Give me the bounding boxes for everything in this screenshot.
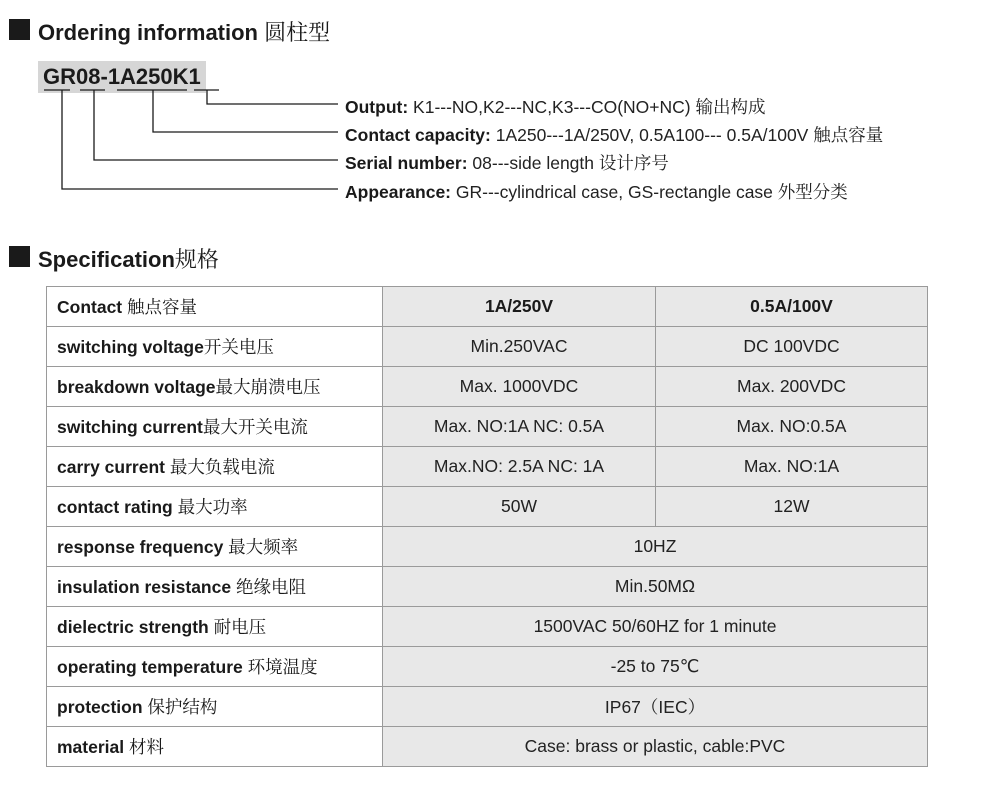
spec-row-label: protection 保护结构 bbox=[47, 687, 383, 727]
spec-row-value: IP67（IEC） bbox=[383, 687, 928, 727]
spec-row-value: 1500VAC 50/60HZ for 1 minute bbox=[383, 607, 928, 647]
spec-header-row bbox=[47, 287, 928, 327]
spec-row bbox=[47, 527, 928, 567]
model-code bbox=[38, 61, 206, 93]
spec-row bbox=[47, 327, 928, 367]
spec-row-label: carry current 最大负载电流 bbox=[47, 447, 383, 487]
spec-row-value: 10HZ bbox=[383, 527, 928, 567]
spec-header-col1: 1A/250V bbox=[383, 287, 656, 327]
spec-row-value-col1: Max. NO:1A NC: 0.5A bbox=[383, 407, 656, 447]
code-serial: 08 bbox=[76, 64, 101, 89]
ordering-item-appearance: Appearance: GR---cylindrical case, GS-rectangle case 外型分类 bbox=[345, 182, 848, 202]
spec-row-label: breakdown voltage最大崩溃电压 bbox=[47, 367, 383, 407]
spec-heading-zh: 规格 bbox=[174, 248, 219, 273]
spec-row bbox=[47, 727, 928, 767]
spec-row bbox=[47, 607, 928, 647]
ordering-item-capacity: Contact capacity: 1A250---1A/250V, 0.5A100--- 0.5A/100V 触点容量 bbox=[345, 125, 884, 145]
spec-row-value-col1: Min.250VAC bbox=[383, 327, 656, 367]
spec-row-value: Min.50MΩ bbox=[383, 567, 928, 607]
spec-row bbox=[47, 447, 928, 487]
leader-capacity bbox=[153, 90, 338, 132]
spec-row-value-col2: Max. NO:1A bbox=[656, 447, 928, 487]
spec-heading-en: Specification bbox=[38, 247, 175, 272]
ordering-heading-zh: 圆柱型 bbox=[264, 21, 331, 46]
spec-row-value-col2: Max. 200VDC bbox=[656, 367, 928, 407]
spec-row-label: contact rating 最大功率 bbox=[47, 487, 383, 527]
ordering-heading-en: Ordering information bbox=[38, 20, 258, 45]
spec-row-value-col1: Max.NO: 2.5A NC: 1A bbox=[383, 447, 656, 487]
spec-table bbox=[46, 286, 928, 767]
spec-row bbox=[47, 407, 928, 447]
spec-row-value-col2: 12W bbox=[656, 487, 928, 527]
leader-appearance bbox=[62, 90, 338, 189]
spec-row-value-col1: Max. 1000VDC bbox=[383, 367, 656, 407]
code-appearance: GR bbox=[43, 64, 76, 89]
spec-row bbox=[47, 367, 928, 407]
spec-row-value: Case: brass or plastic, cable:PVC bbox=[383, 727, 928, 767]
spec-row bbox=[47, 487, 928, 527]
ordering-item-serial: Serial number: 08---side length 设计序号 bbox=[345, 153, 669, 173]
ordering-item-output: Output: K1---NO,K2---NC,K3---CO(NO+NC) 输出构成 bbox=[345, 97, 766, 117]
section-square-icon bbox=[9, 246, 30, 267]
spec-row-value-col2: DC 100VDC bbox=[656, 327, 928, 367]
spec-row-value-col1: 50W bbox=[383, 487, 656, 527]
spec-row-label: material 材料 bbox=[47, 727, 383, 767]
spec-row bbox=[47, 647, 928, 687]
spec-row-label: dielectric strength 耐电压 bbox=[47, 607, 383, 647]
spec-header-label: Contact 触点容量 bbox=[47, 287, 383, 327]
leader-output bbox=[207, 90, 338, 104]
ordering-heading bbox=[38, 16, 330, 47]
leader-serial bbox=[94, 90, 338, 160]
section-square-icon bbox=[9, 19, 30, 40]
spec-heading bbox=[38, 243, 219, 274]
spec-header-col2: 0.5A/100V bbox=[656, 287, 928, 327]
spec-row-label: operating temperature 环境温度 bbox=[47, 647, 383, 687]
code-capacity: 1A250 bbox=[107, 64, 173, 89]
spec-row-label: switching voltage开关电压 bbox=[47, 327, 383, 367]
spec-row-label: response frequency 最大频率 bbox=[47, 527, 383, 567]
spec-row bbox=[47, 567, 928, 607]
code-dash: - bbox=[100, 64, 108, 89]
code-output: K1 bbox=[172, 64, 201, 89]
spec-row-value: -25 to 75℃ bbox=[383, 647, 928, 687]
spec-row-label: switching current最大开关电流 bbox=[47, 407, 383, 447]
spec-row-label: insulation resistance 绝缘电阻 bbox=[47, 567, 383, 607]
spec-row bbox=[47, 687, 928, 727]
spec-row-value-col2: Max. NO:0.5A bbox=[656, 407, 928, 447]
